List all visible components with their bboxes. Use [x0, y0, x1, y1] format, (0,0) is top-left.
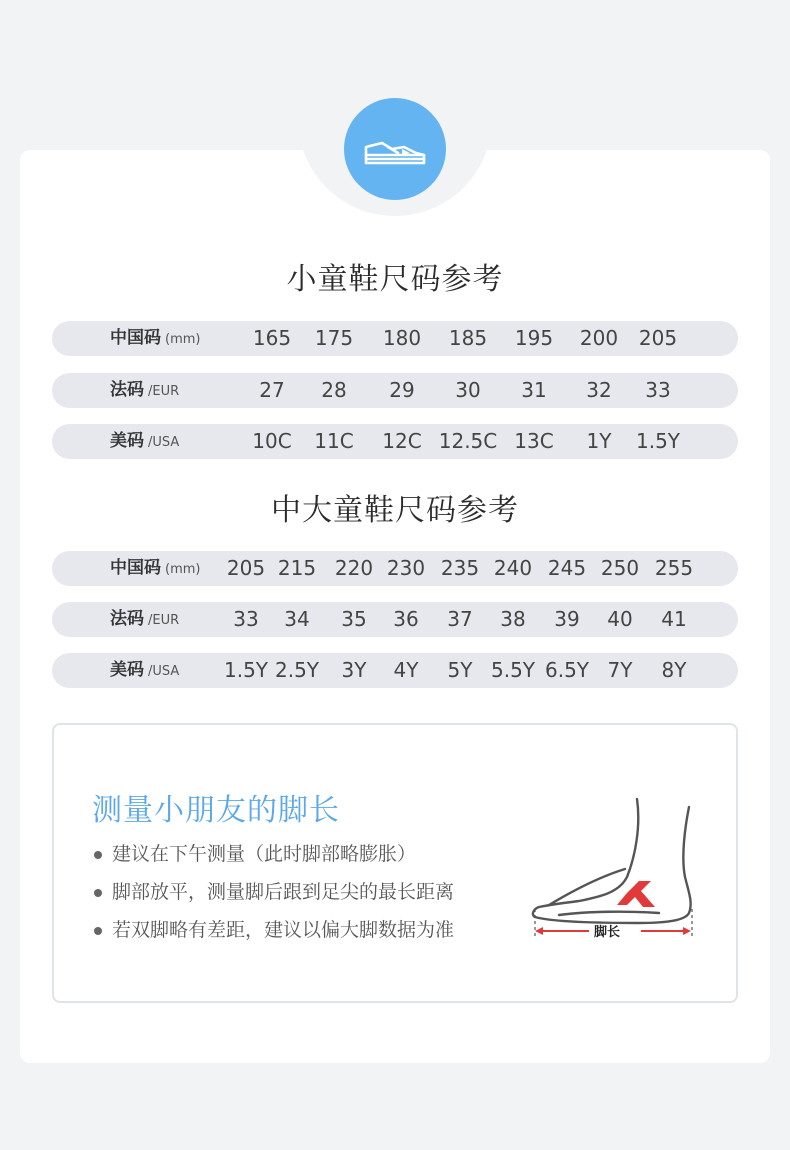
size-value: 7Y: [607, 658, 633, 682]
size-value: 3Y: [341, 658, 367, 682]
size-value: 175: [314, 326, 354, 350]
size-row-label: 中国码 (mm): [110, 328, 201, 348]
size-row: [52, 551, 738, 586]
size-value: 220: [334, 556, 374, 580]
size-value: 6.5Y: [544, 658, 590, 682]
size-value: 8Y: [661, 658, 687, 682]
bullet-icon: [94, 927, 102, 935]
size-value: 36: [393, 607, 419, 631]
bullet-icon: [94, 889, 102, 897]
tip-item: 脚部放平，测量脚后跟到足尖的最长距离: [94, 879, 454, 917]
size-row: [52, 653, 738, 688]
size-row-label: 法码 /EUR: [110, 609, 180, 629]
size-value: 245: [547, 556, 587, 580]
size-value: 39: [554, 607, 580, 631]
size-row-label: 法码 /EUR: [110, 380, 180, 400]
size-value: 5Y: [447, 658, 473, 682]
size-value: 32: [586, 378, 612, 402]
size-row-label: 美码 /USA: [110, 431, 180, 451]
tip-item: 若双脚略有差距，建议以偏大脚数据为准: [94, 917, 454, 955]
foot-length-label: 脚长: [594, 925, 621, 940]
tip-item: 建议在下午测量（此时脚部略膨胀）: [94, 841, 454, 879]
size-value: 40: [607, 607, 633, 631]
size-value: 205: [638, 326, 678, 350]
size-value: 34: [284, 607, 310, 631]
size-value: 180: [382, 326, 422, 350]
size-value: 31: [521, 378, 547, 402]
small-kids-title: 小童鞋尺码参考: [286, 262, 504, 297]
size-value: 230: [386, 556, 426, 580]
size-value: 1.5Y: [223, 658, 269, 682]
sneaker-badge: [344, 98, 446, 200]
size-value: 255: [654, 556, 694, 580]
size-value: 38: [500, 607, 526, 631]
size-value: 33: [645, 378, 671, 402]
size-value: 2.5Y: [274, 658, 320, 682]
size-value: 37: [447, 607, 473, 631]
size-value: 41: [661, 607, 687, 631]
size-value: 33: [233, 607, 259, 631]
size-value: 200: [579, 326, 619, 350]
size-value: 10C: [252, 429, 292, 453]
size-value: 4Y: [393, 658, 419, 682]
size-value: 1.5Y: [635, 429, 681, 453]
size-row: [52, 602, 738, 637]
size-value: 12C: [382, 429, 422, 453]
size-value: 250: [600, 556, 640, 580]
measure-guide-box: [52, 723, 738, 1003]
measure-tips: [94, 841, 454, 955]
size-value: 29: [389, 378, 415, 402]
size-value: 27: [259, 378, 285, 402]
measure-title: 测量小朋友的脚长: [92, 793, 340, 828]
size-value: 185: [448, 326, 488, 350]
bullet-icon: [94, 851, 102, 859]
size-value: 165: [252, 326, 292, 350]
big-kids-title: 中大童鞋尺码参考: [271, 493, 519, 528]
size-value: 11C: [314, 429, 354, 453]
size-value: 235: [440, 556, 480, 580]
size-value: 12.5C: [438, 429, 498, 453]
size-row-label: 中国码 (mm): [110, 558, 201, 578]
size-value: 30: [455, 378, 481, 402]
size-value: 1Y: [586, 429, 612, 453]
size-row: [52, 424, 738, 459]
size-value: 35: [341, 607, 367, 631]
size-row: [52, 321, 738, 356]
size-value: 28: [321, 378, 347, 402]
size-value: 240: [493, 556, 533, 580]
size-value: 195: [514, 326, 554, 350]
size-value: 215: [277, 556, 317, 580]
size-value: 13C: [514, 429, 554, 453]
size-row: [52, 373, 738, 408]
size-value: 205: [226, 556, 266, 580]
size-value: 5.5Y: [490, 658, 536, 682]
sneaker-icon: [358, 125, 432, 173]
size-row-label: 美码 /USA: [110, 660, 180, 680]
